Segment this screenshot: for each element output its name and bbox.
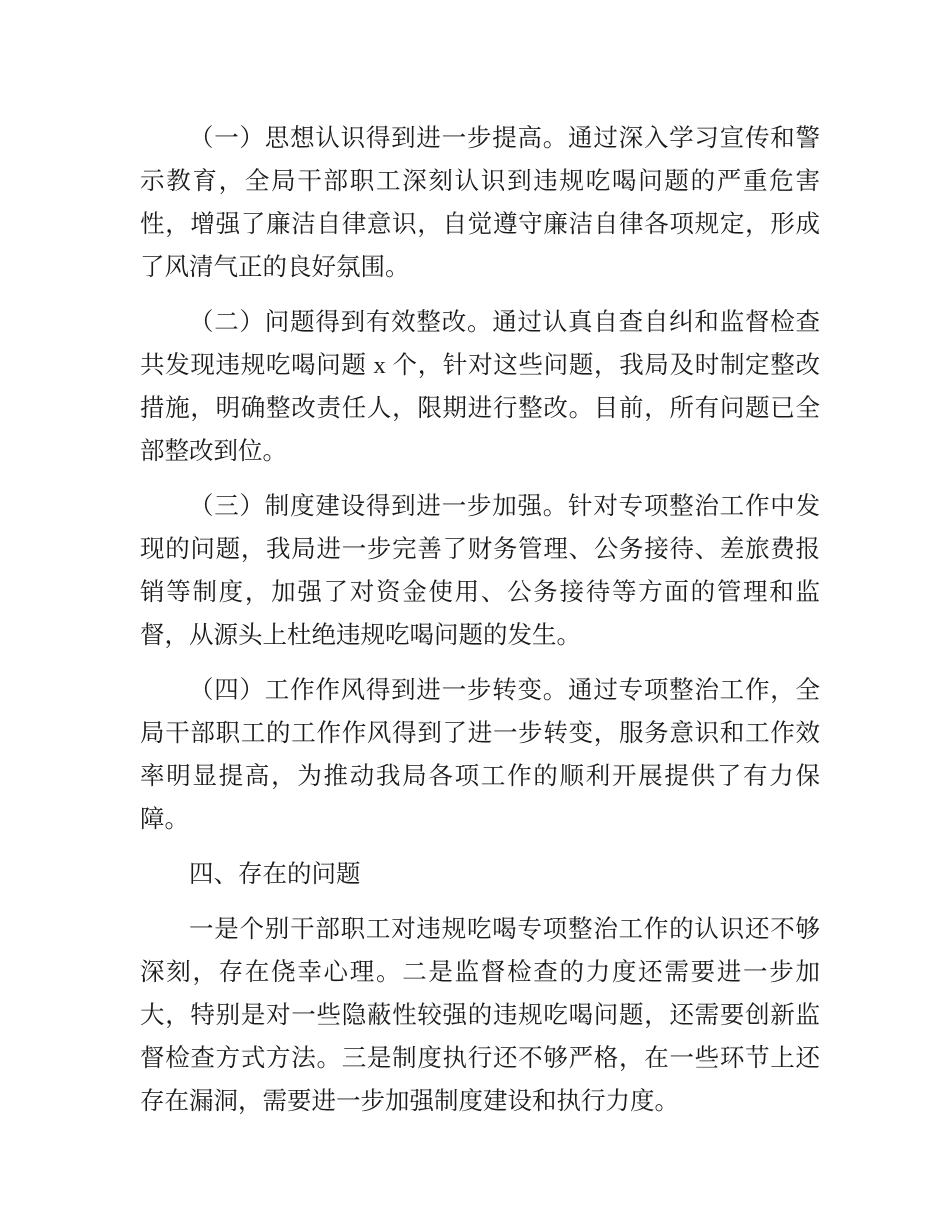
paragraph-thought-awareness: （一）思想认识得到进一步提高。通过深入学习宣传和警示教育，全局干部职工深刻认识到违规吃喝问题的严重危害性，增强了廉洁自律意识，自觉遵守廉洁自律各项规定，形成了风清气正的良好氛围。 <box>140 125 820 281</box>
paragraph-work-style: （四）工作作风得到进一步转变。通过专项整治工作，全局干部职工的工作作风得到了进一步转变，服务意识和工作效率明显提高，为推动我局各项工作的顺利开展提供了有力保障。 <box>140 677 820 833</box>
paragraph-existing-problems-detail: 一是个别干部职工对违规吃喝专项整治工作的认识还不够深刻，存在侥幸心理。二是监督检查的力度还需要进一步加大，特别是对一些隐蔽性较强的违规吃喝问题，还需要创新监督检查方式方法。三是制度执行还不够严格，在一些环节上还存在漏洞，需要进一步加强制度建设和执行力度。 <box>140 916 820 1115</box>
section-heading-existing-problems: 四、存在的问题 <box>189 861 361 888</box>
paragraph-problem-rectification: （二）问题得到有效整改。通过认真自查自纠和监督检查共发现违规吃喝问题 x 个，针对这些问题，我局及时制定整改措施，明确整改责任人，限期进行整改。目前，所有问题已全部整改到位。 <box>140 309 820 465</box>
paragraph-system-building: （三）制度建设得到进一步加强。针对专项整治工作中发现的问题，我局进一步完善了财务管理、公务接待、差旅费报销等制度，加强了对资金使用、公务接待等方面的管理和监督，从源头上杜绝违规吃喝问题的发生。 <box>140 493 820 649</box>
